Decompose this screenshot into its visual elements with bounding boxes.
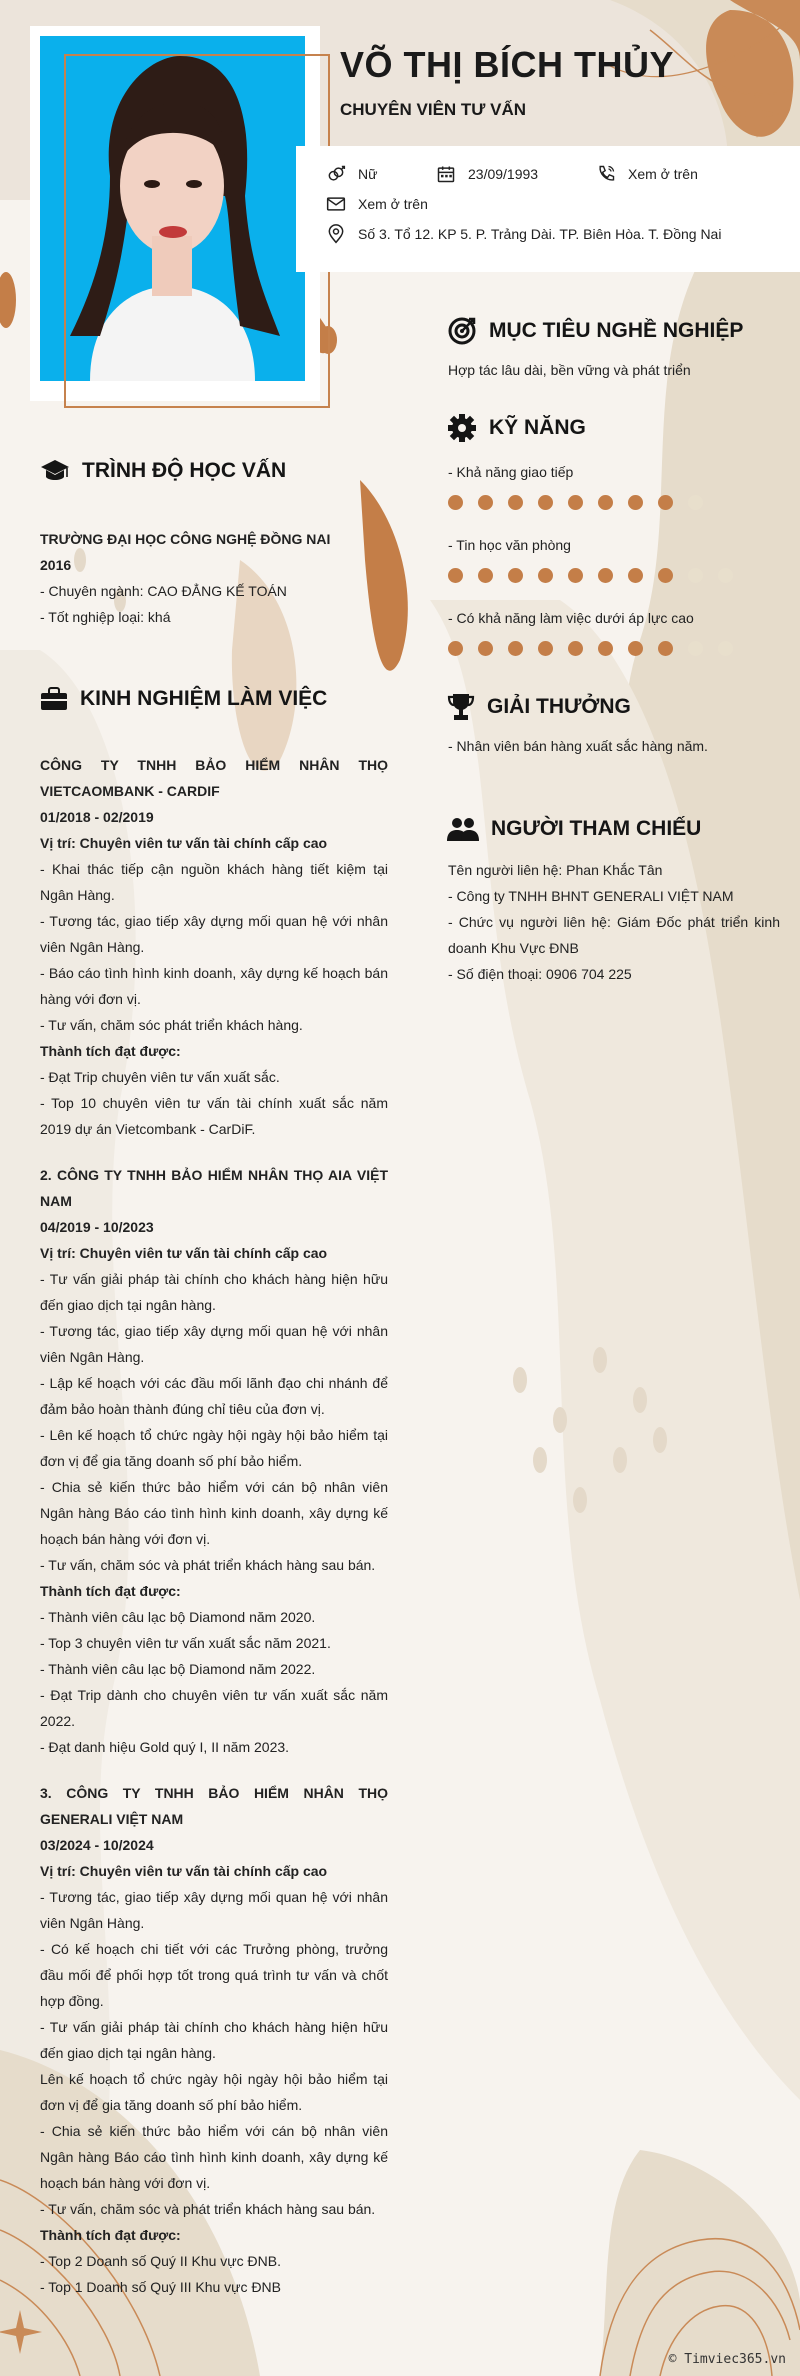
skill-dot-empty xyxy=(718,641,733,656)
job-company: CÔNG TY TNHH BẢO HIỂM NHÂN THỌ VIETCAOMBANK - CARDIF xyxy=(40,757,388,799)
achievements-label: Thành tích đạt được: xyxy=(40,2227,181,2243)
skill-dot-filled xyxy=(628,641,643,656)
achievement-item: - Đạt Trip chuyên viên tư vấn xuất sắc. xyxy=(40,1069,280,1085)
skill-dot-filled xyxy=(538,568,553,583)
job-company: 2. CÔNG TY TNHH BẢO HIỂM NHÂN THỌ AIA VIỆT NAM xyxy=(40,1167,388,1209)
gender-icon xyxy=(326,164,346,184)
awards-text: - Nhân viên bán hàng xuất sắc hàng năm. xyxy=(448,738,708,754)
skill-dot-filled xyxy=(568,495,583,510)
achievement-item: - Đạt Trip dành cho chuyên viên tư vấn xuất sắc năm 2022. xyxy=(40,1687,388,1729)
reference-line: - Số điện thoại: 0906 704 225 xyxy=(448,966,632,982)
skill-dot-filled xyxy=(508,568,523,583)
job-position: Vị trí: Chuyên viên tư vấn tài chính cấp cao xyxy=(40,1245,328,1261)
skill-dot-filled xyxy=(568,568,583,583)
email-row xyxy=(326,194,428,214)
skill-dot-filled xyxy=(538,641,553,656)
job-period: 01/2018 - 02/2019 xyxy=(40,809,154,825)
skill-dot-filled xyxy=(508,495,523,510)
phone-row xyxy=(596,164,698,184)
achievement-item: - Thành viên câu lạc bộ Diamond năm 2020. xyxy=(40,1609,316,1625)
job-position: Vị trí: Chuyên viên tư vấn tài chính cấp cao xyxy=(40,835,328,851)
gender-row xyxy=(326,164,377,184)
skill-dot-filled xyxy=(598,495,613,510)
reference-line: - Chức vụ người liên hệ: Giám Đốc phát triển kinh doanh Khu Vực ĐNB xyxy=(448,914,780,956)
skill-label: - Tin học văn phòng xyxy=(448,537,571,553)
job-period: 04/2019 - 10/2023 xyxy=(40,1219,154,1235)
job-entry xyxy=(40,1162,388,1760)
job-duty: - Lên kế hoạch tổ chức ngày hội ngày hội bảo hiểm tại đơn vị để gia tăng doanh số phí bảo hiểm. xyxy=(40,1427,388,1469)
address-text: Số 3. Tổ 12. KP 5. P. Trảng Dài. TP. Biên Hòa. T. Đồng Nai xyxy=(358,226,722,242)
job-period: 03/2024 - 10/2024 xyxy=(40,1837,154,1853)
skill-label: - Có khả năng làm việc dưới áp lực cao xyxy=(448,610,694,626)
skill-dot-filled xyxy=(598,641,613,656)
job-duty: - Tư vấn, chăm sóc và phát triển khách hàng sau bán. xyxy=(40,1557,376,1573)
skill-dot-filled xyxy=(508,641,523,656)
skill-label: - Khả năng giao tiếp xyxy=(448,464,574,480)
birthdate-text: 23/09/1993 xyxy=(468,166,539,182)
phone-icon xyxy=(596,164,616,184)
job-entry xyxy=(40,1780,388,2300)
target-icon xyxy=(447,316,477,346)
phone-text: Xem ở trên xyxy=(628,166,698,182)
job-duty: - Có kế hoạch chi tiết với các Trưởng phòng, trưởng đầu mối để phối hợp tốt trong quá trình tư vấn và chốt hợp đồng. xyxy=(40,1941,388,2009)
job-title: CHUYÊN VIÊN TƯ VẤN xyxy=(340,100,527,119)
skill-dot-filled xyxy=(628,568,643,583)
achievement-item: - Thành viên câu lạc bộ Diamond năm 2022. xyxy=(40,1661,316,1677)
job-duty: - Lập kế hoạch với các đầu mối lãnh đạo chi nhánh để đảm bảo hoàn thành đúng chỉ tiêu của đơn vị. xyxy=(40,1375,388,1417)
email-text: Xem ở trên xyxy=(358,196,428,212)
references-block xyxy=(448,857,780,987)
people-icon xyxy=(447,816,479,842)
education-line: - Chuyên ngành: CAO ĐẲNG KẾ TOÁN xyxy=(40,583,287,599)
job-duty: - Khai thác tiếp cận nguồn khách hàng tiết kiệm tại Ngân Hàng. xyxy=(40,861,388,903)
skill-rating xyxy=(448,568,748,583)
skill-dot-filled xyxy=(478,495,493,510)
reference-line: - Công ty TNHH BHNT GENERALI VIỆT NAM xyxy=(448,888,734,904)
job-duty: - Tư vấn, chăm sóc và phát triển khách hàng sau bán. xyxy=(40,2201,376,2217)
achievement-item: - Top 1 Doanh số Quý III Khu vực ĐNB xyxy=(40,2279,282,2295)
objective-text: Hợp tác lâu dài, bền vững và phát triển xyxy=(448,362,691,378)
skill-dot-empty xyxy=(718,568,733,583)
photo-outline xyxy=(64,54,330,408)
references-heading: NGƯỜI THAM CHIẾU xyxy=(447,816,701,842)
skills-heading: KỸ NĂNG xyxy=(447,413,586,443)
job-duty: Lên kế hoạch tổ chức ngày hội ngày hội bảo hiểm tại đơn vị để gia tăng doanh số phí bảo hiểm. xyxy=(40,2071,388,2113)
job-duty: - Tư vấn giải pháp tài chính cho khách hàng hiện hữu đến giao dịch tại ngân hàng. xyxy=(40,1271,388,1313)
watermark: © Timviec365.vn xyxy=(668,2352,786,2367)
skill-dot-filled xyxy=(538,495,553,510)
skill-dot-filled xyxy=(658,641,673,656)
skill-dot-empty xyxy=(688,641,703,656)
candidate-name: VÕ THỊ BÍCH THỦY xyxy=(340,44,675,85)
job-duty: - Tương tác, giao tiếp xây dựng mối quan hệ với nhân viên Ngân Hàng. xyxy=(40,1323,388,1365)
skill-dot-filled xyxy=(478,568,493,583)
achievement-item: - Đạt danh hiệu Gold quý I, II năm 2023. xyxy=(40,1739,290,1755)
achievement-item: - Top 2 Doanh số Quý II Khu vực ĐNB. xyxy=(40,2253,282,2269)
skill-dot-empty xyxy=(688,568,703,583)
skill-dot-filled xyxy=(448,641,463,656)
job-position: Vị trí: Chuyên viên tư vấn tài chính cấp cao xyxy=(40,1863,328,1879)
graduation-year: 2016 xyxy=(40,557,72,573)
job-duty: - Báo cáo tình hình kinh doanh, xây dựng kế hoạch bán hàng với đơn vị. xyxy=(40,965,388,1007)
job-duty: - Tư vấn giải pháp tài chính cho khách hàng hiện hữu đến giao dịch tại ngân hàng. xyxy=(40,2019,388,2061)
skill-dot-filled xyxy=(628,495,643,510)
birthdate-row xyxy=(436,164,538,184)
job-duty: - Tương tác, giao tiếp xây dựng mối quan hệ với nhân viên Ngân Hàng. xyxy=(40,1889,388,1931)
location-pin-icon xyxy=(326,224,346,244)
skill-dot-filled xyxy=(658,495,673,510)
experience-list xyxy=(40,752,388,2300)
awards-heading: GIẢI THƯỞNG xyxy=(447,692,631,722)
skill-rating xyxy=(448,641,748,656)
experience-heading: KINH NGHIỆM LÀM VIỆC xyxy=(40,686,327,712)
briefcase-icon xyxy=(40,686,68,712)
skill-dot-filled xyxy=(478,641,493,656)
job-entry xyxy=(40,752,388,1142)
school-name: TRƯỜNG ĐẠI HỌC CÔNG NGHỆ ĐỒNG NAI xyxy=(40,531,331,547)
reference-line: Tên người liên hệ: Phan Khắc Tân xyxy=(448,862,663,878)
gear-icon xyxy=(447,413,477,443)
achievements-label: Thành tích đạt được: xyxy=(40,1583,181,1599)
job-duty: - Tư vấn, chăm sóc phát triển khách hàng. xyxy=(40,1017,303,1033)
skill-dot-empty xyxy=(688,495,703,510)
job-duty: - Chia sẻ kiến thức bảo hiểm với cán bộ nhân viên Ngân hàng Báo cáo tình hình kinh doanh, xây dựng kế hoạch bán hàng với đơn vị. xyxy=(40,2123,388,2191)
achievements-label: Thành tích đạt được: xyxy=(40,1043,181,1059)
skill-dot-filled xyxy=(598,568,613,583)
education-block xyxy=(40,526,390,630)
calendar-icon xyxy=(436,164,456,184)
skill-dot-filled xyxy=(448,495,463,510)
education-line: - Tốt nghiệp loại: khá xyxy=(40,609,171,625)
job-duty: - Chia sẻ kiến thức bảo hiểm với cán bộ nhân viên Ngân hàng Báo cáo tình hình kinh doanh, xây dựng kế hoạch bán hàng với đơn vị. xyxy=(40,1479,388,1547)
job-duty: - Tương tác, giao tiếp xây dựng mối quan hệ với nhân viên Ngân Hàng. xyxy=(40,913,388,955)
achievement-item: - Top 3 chuyên viên tư vấn xuất sắc năm 2021. xyxy=(40,1635,331,1651)
achievement-item: - Top 10 chuyên viên tư vấn tài chính xuất sắc năm 2019 dự án Vietcombank - CarDiF. xyxy=(40,1095,388,1137)
skill-dot-filled xyxy=(658,568,673,583)
graduation-cap-icon xyxy=(40,457,70,485)
gender-text: Nữ xyxy=(358,166,378,182)
objective-heading: MỤC TIÊU NGHỀ NGHIỆP xyxy=(447,316,743,346)
trophy-icon xyxy=(447,692,475,722)
job-company: 3. CÔNG TY TNHH BẢO HIỂM NHÂN THỌ GENERALI VIỆT NAM xyxy=(40,1785,388,1827)
education-heading: TRÌNH ĐỘ HỌC VẤN xyxy=(40,457,286,485)
envelope-icon xyxy=(326,194,346,214)
skill-dot-filled xyxy=(448,568,463,583)
skill-rating xyxy=(448,495,718,510)
skill-dot-filled xyxy=(568,641,583,656)
address-row xyxy=(326,224,721,244)
